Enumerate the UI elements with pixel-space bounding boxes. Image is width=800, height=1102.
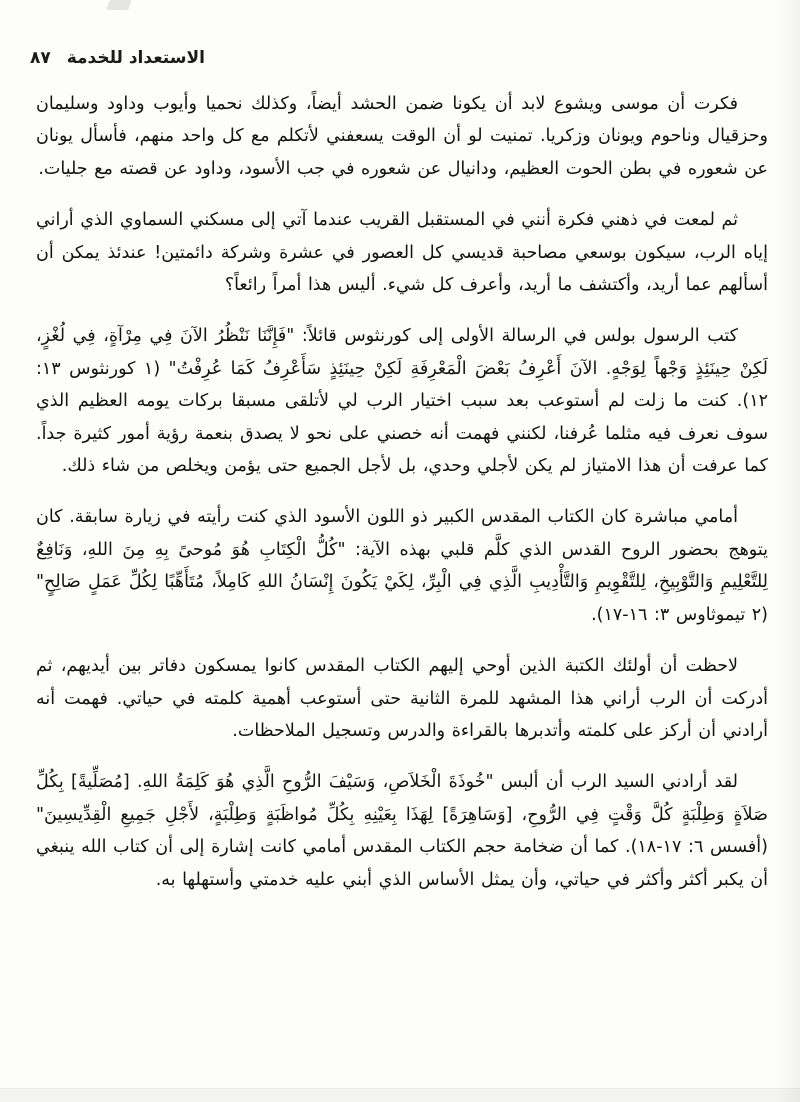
page-number: ٨٧ [30,48,51,68]
running-head [30,48,205,68]
paragraph-black-bible-timothy-quote: أمامي مباشرة كان الكتاب المقدس الكبير ذو اللون الأسود الذي كنت رأيته في زيارة سابقة. كان يتوهج بحضور الروح القدس الذي كلَّم قلبي بهذه الآية: "كُلُّ الْكِتَابِ هُوَ مُوحىً بِهِ مِنَ اللهِ، وَنَافِعٌ لِلتَّعْلِيمِ وَالتَّوْبِيخِ، لِلتَّقْوِيمِ وَالتَّأْدِيبِ الَّذِي فِي الْبِرِّ، لِكَيْ يَكُونَ إِنْسَانُ اللهِ كَامِلاً، مُتَأَهِّبًا لِكُلِّ عَمَلٍ صَالِحٍ" (٢ تيموثاوس ٣: ١٦-١٧). [36,507,768,625]
paragraph-prophets-crowd: فكرت أن موسى ويشوع لابد أن يكونا ضمن الحشد أيضاً، وكذلك نحميا وأيوب وداود وسليمان وحزقيال وناحوم ويونان وزكريا. تمنيت لو أن الوقت يسعفني لأتكلم مع كل واحد منهم، فأسأل يونان عن شعوره في بطن الحوت العظيم، ودانيال عن شعوره في جب الأسود، وداود عن قصته مع جليات. [36,94,768,179]
running-head-title: الاستعداد للخدمة [66,48,205,68]
scan-artifact-mark [106,0,132,10]
scan-bottom-edge [0,1088,800,1102]
paragraph-ephesians-quote: لقد أرادني السيد الرب أن ألبس "خُوذَةَ الْخَلاَصِ، وَسَيْفَ الرُّوحِ الَّذِي هُوَ كَلِمَةُ اللهِ. [مُصَلِّيةً] بِكُلِّ صَلاَةٍ وَطِلْبَةٍ كُلَّ وَقْتٍ فِي الرُّوحِ، [وَسَاهِرَةً] لِهَذَا بِعَيْنِهِ بِكُلِّ مُواظَبَةٍ وَطِلْبَةٍ، لأَجْلِ جَمِيعِ الْقِدِّيسِينَ" (أفسس ٦: ١٧-١٨). كما أن ضخامة حجم الكتاب المقدس أمامي كانت إشارة إلى أن كتاب الله ينبغي أن يكبر أكثر وأكثر في حياتي، وأن يمثل الأساس الذي أبني عليه خدمتي وأستهلها به. [36,772,768,890]
paragraph-corinthians-quote: كتب الرسول بولس في الرسالة الأولى إلى كورنثوس قائلاً: "فَإِنَّنَا نَنْظُرُ الآنَ فِي مِرْآةٍ، فِي لُغْزٍ، لَكِنْ حِينَئِذٍ وَجْهاً لِوَجْهٍ. الآنَ أَعْرِفُ بَعْضَ الْمَعْرِفَةِ لَكِنْ حِينَئِذٍ سَأَعْرِفُ كَمَا عُرِفْتُ" (١ كورنثوس ١٣: ١٢). كنت ما زلت لم أستوعب بعد سبب اختيار الرب لي لأتلقى مسبقا بركات يومه العظيم الذي سوف نعرف فيه مثلما عُرفنا، لكنني فهمت أنه خصني على نحو لا يصدق بنعمة رؤية أمور كثيرة جداً. كما عرفت أن هذا الامتياز لم يكن لأجلي وحدي، بل لأجل الجميع حتى يؤمن ويخلص من شاء ذلك. [36,326,768,477]
paragraph-heavenly-dwelling: ثم لمعت في ذهني فكرة أنني في المستقبل القريب عندما آتي إلى مسكني السماوي الذي أراني إياه الرب، سيكون بوسعي مصاحبة قديسي كل العصور في عشرة وشركة دائمتين! عندئذ يمكن أن أسألهم عما أريد، وأكتشف ما أريد، وأعرف كل شيء. أليس هذا أمراً رائعاً؟ [36,210,768,296]
page-body [36,88,768,896]
paragraph-scribes-notebooks: لاحظت أن أولئك الكتبة الذين أوحي إليهم الكتاب المقدس كانوا يمسكون دفاتر بين أيديهم، ثم أدركت أن الرب أراني هذا المشهد للمرة الثانية حتى أستوعب أهمية كلمته في حياتي. فهمت أنه أرادني أن أركز على كلمته وأتدبرها بالقراءة والدرس وتسجيل الملاحظات. [36,656,768,741]
